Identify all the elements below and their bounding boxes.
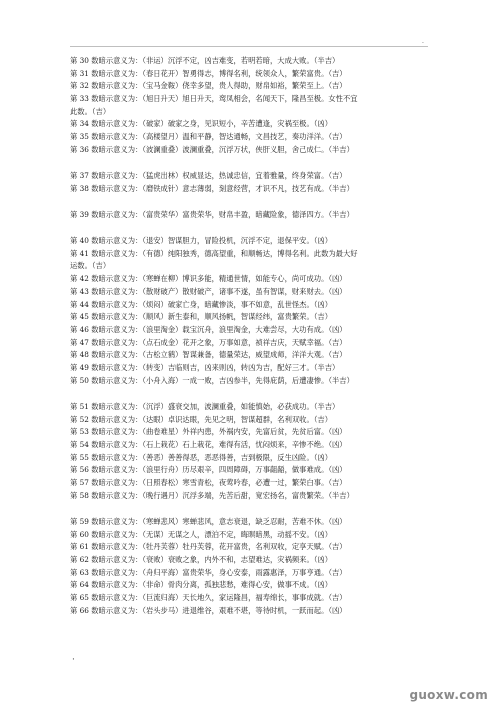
text-line: 第 57 数暗示意义为：（日照春松）寒雪青松，夜莺吟春，必遭一过，繁荣白事。（吉） — [70, 477, 347, 487]
text-block — [70, 209, 430, 222]
text-line: 第 59 数暗示意义为：（寒蝉悲风）寒蝉悲风，意志衰退，缺乏忍耐，苦难不休。（凶） — [70, 516, 347, 526]
header-rule — [70, 46, 428, 47]
text-line: 第 61 数暗示意义为：（牡丹芙蓉）牡丹芙蓉，花开富贵，名利双收，定享天赋。（吉） — [70, 542, 347, 552]
text-line: 第 33 数暗示意义为：（旭日升天）旭日升天，鸾凤相会，名闻天下，隆昌至极。女性不宜 — [70, 94, 358, 104]
text-line: 第 41 数暗示意义为：（有德）纯阳独秀，德高望重，和顺畅达，博得名利。此数为最大好 — [70, 248, 358, 258]
document-body — [70, 55, 430, 617]
text-line: 第 37 数暗示意义为：（猛虎出林）权威显达，热诚忠信，宜着雅量，终身荣富。（吉） — [70, 171, 347, 180]
text-line: 第 44 数暗示意义为：（烦闷）破家亡身，暗藏惨淡，事不如意，乱世怪杰。（凶） — [70, 299, 333, 309]
text-line: 第 51 数暗示意义为：（沉浮）盛衰交加，波澜重叠，如能慎始，必获成功。（半吉） — [70, 401, 340, 411]
text-line: 第 45 数暗示意义为：（顺风）新生泰和，顺风扬帆，智谋经纬，富贵繁荣。（吉） — [70, 312, 333, 322]
text-line: 第 31 数暗示意义为：（春日花开）智勇得志，博得名利，统领众人，繁荣富贵。（吉） — [70, 68, 347, 78]
text-line: 第 54 数暗示意义为：（石上栽花）石上栽花，难得有活，忧闷烦来，辛惨不绝。（凶） — [70, 439, 347, 449]
text-line: 第 52 数暗示意义为：（达眼）卓识达眼，先见之明，智谋超群，名利双收。（吉） — [70, 414, 333, 424]
text-block — [70, 401, 430, 503]
text-line: 第 56 数暗示意义为：（浪里行舟）历尽艰辛，四周障碍，万事龃龉，做事难成。（凶） — [70, 465, 347, 475]
text-line: 第 46 数暗示意义为：（浪里淘金）载宝沉舟，浪里淘金，大难尝尽，大功有成。（凶） — [70, 324, 347, 334]
text-block — [70, 235, 430, 387]
text-line: 第 49 数暗示意义为：（转变）吉临则吉，凶来则凶，转凶为吉，配好三才。（半吉） — [70, 362, 340, 372]
text-line: 第 47 数暗示意义为：（点石成金）花开之象，万事如意，祯祥吉庆，天赋幸福。（吉） — [70, 337, 347, 347]
text-block — [70, 170, 430, 195]
text-line: 第 34 数暗示意义为：（破家）破家之身，见识短小，辛苦遭逢，灾祸至极。（凶） — [70, 119, 333, 129]
paragraph-gap — [70, 157, 430, 171]
text-block — [70, 55, 430, 157]
text-line: 第 35 数暗示意义为：（高楼望月）温和平静，智达通畅，文昌技艺，奏功洋洋。（吉） — [70, 132, 347, 142]
header-corner-mark: . — [422, 38, 424, 45]
paragraph-gap — [70, 222, 430, 236]
text-line: 第 53 数暗示意义为：（曲卷难星）外祥内患，外祸内安，先富后贫，先贫后富。（凶） — [70, 427, 347, 437]
text-line: 第 62 数暗示意义为：（衰败）衰败之象，内外不和，志望难达，灾祸频来。（凶） — [70, 554, 333, 564]
text-line: 第 64 数暗示意义为：（非命）骨肉分离，孤独悲愁，难得心安，做事不成。（凶） — [70, 580, 333, 590]
text-line: 第 38 数暗示意义为：（磨铁成针）意志薄弱，刻意经营，才识不凡，技艺有成。（半吉） — [70, 183, 354, 193]
text-line: 第 66 数暗示意义为：（岩头步马）进退维谷，艰难不堪，等待时机，一跃而起。（凶） — [70, 605, 347, 615]
text-line: 第 32 数暗示意义为：（宝马金鞍）侥幸多望，贵人得助，财帛如裕，繁荣至上。（吉） — [70, 81, 347, 91]
text-line: 此数。（吉） — [70, 106, 111, 116]
paragraph-gap — [70, 195, 430, 209]
text-line: 第 58 数暗示意义为：（晚行遇月）沉浮多端，先苦后甜，宽宏扬名，富贵繁荣。（半吉） — [70, 490, 354, 500]
text-line: 第 48 数暗示意义为：（古松立鹤）智谋兼备，德量荣达，威望成师，洋洋大观。（吉） — [70, 350, 347, 360]
paragraph-gap — [70, 502, 430, 516]
text-line: 第 65 数暗示意义为：（巨流归海）天长地久，家运隆昌，福寿绵长，事事成就。（吉） — [70, 592, 347, 602]
text-line: 第 55 数暗示意义为：（善恶）善善得恶，恶恶得善，吉到极限，反生凶险。（凶） — [70, 452, 333, 462]
text-block — [70, 516, 430, 618]
text-line: 第 43 数暗示意义为：（散财破产）散财破产，诸事不遂，虽有智谋，财来财去。（凶） — [70, 286, 347, 296]
text-line: 第 60 数暗示意义为：（无谋）无谋之人，漂泊不定，晦暝暗黑，动摇不安。（凶） — [70, 529, 333, 539]
text-line: 第 36 数暗示意义为：（波澜重叠）波澜重叠，沉浮万状，侠肝义胆，舍己成仁。（半吉） — [70, 144, 354, 154]
text-line: 第 39 数暗示意义为：（富贵荣华）富贵荣华，财帛丰盈，暗藏险象，德泽四方。（半吉） — [70, 209, 354, 219]
text-line: 第 40 数暗示意义为：（退安）智谋胆力，冒险投机，沉浮不定，退保平安。（凶） — [70, 236, 333, 246]
footer-mark: · — [72, 655, 75, 665]
site-watermark: guoxw.com — [409, 688, 488, 702]
paragraph-gap — [70, 387, 430, 401]
text-line: 第 63 数暗示意义为：（舟归平海）富贵荣华，身心安泰，雨露惠泽，万事亨通。（吉） — [70, 567, 347, 577]
text-line: 第 30 数暗示意义为：（非运）沉浮不定，凶吉难变，若明若暗，大成大败。（半吉） — [70, 56, 340, 65]
text-line: 第 50 数暗示意义为：（小舟入海）一成一败，吉凶参半，先得庇荫，后遭凄惨。（半吉） — [70, 375, 354, 385]
text-line: 运数。（吉） — [70, 261, 111, 271]
text-line: 第 42 数暗示意义为：（寒蝉在柳）博识多能，精通世情，如能专心，尚可成功。（凶） — [70, 274, 347, 284]
